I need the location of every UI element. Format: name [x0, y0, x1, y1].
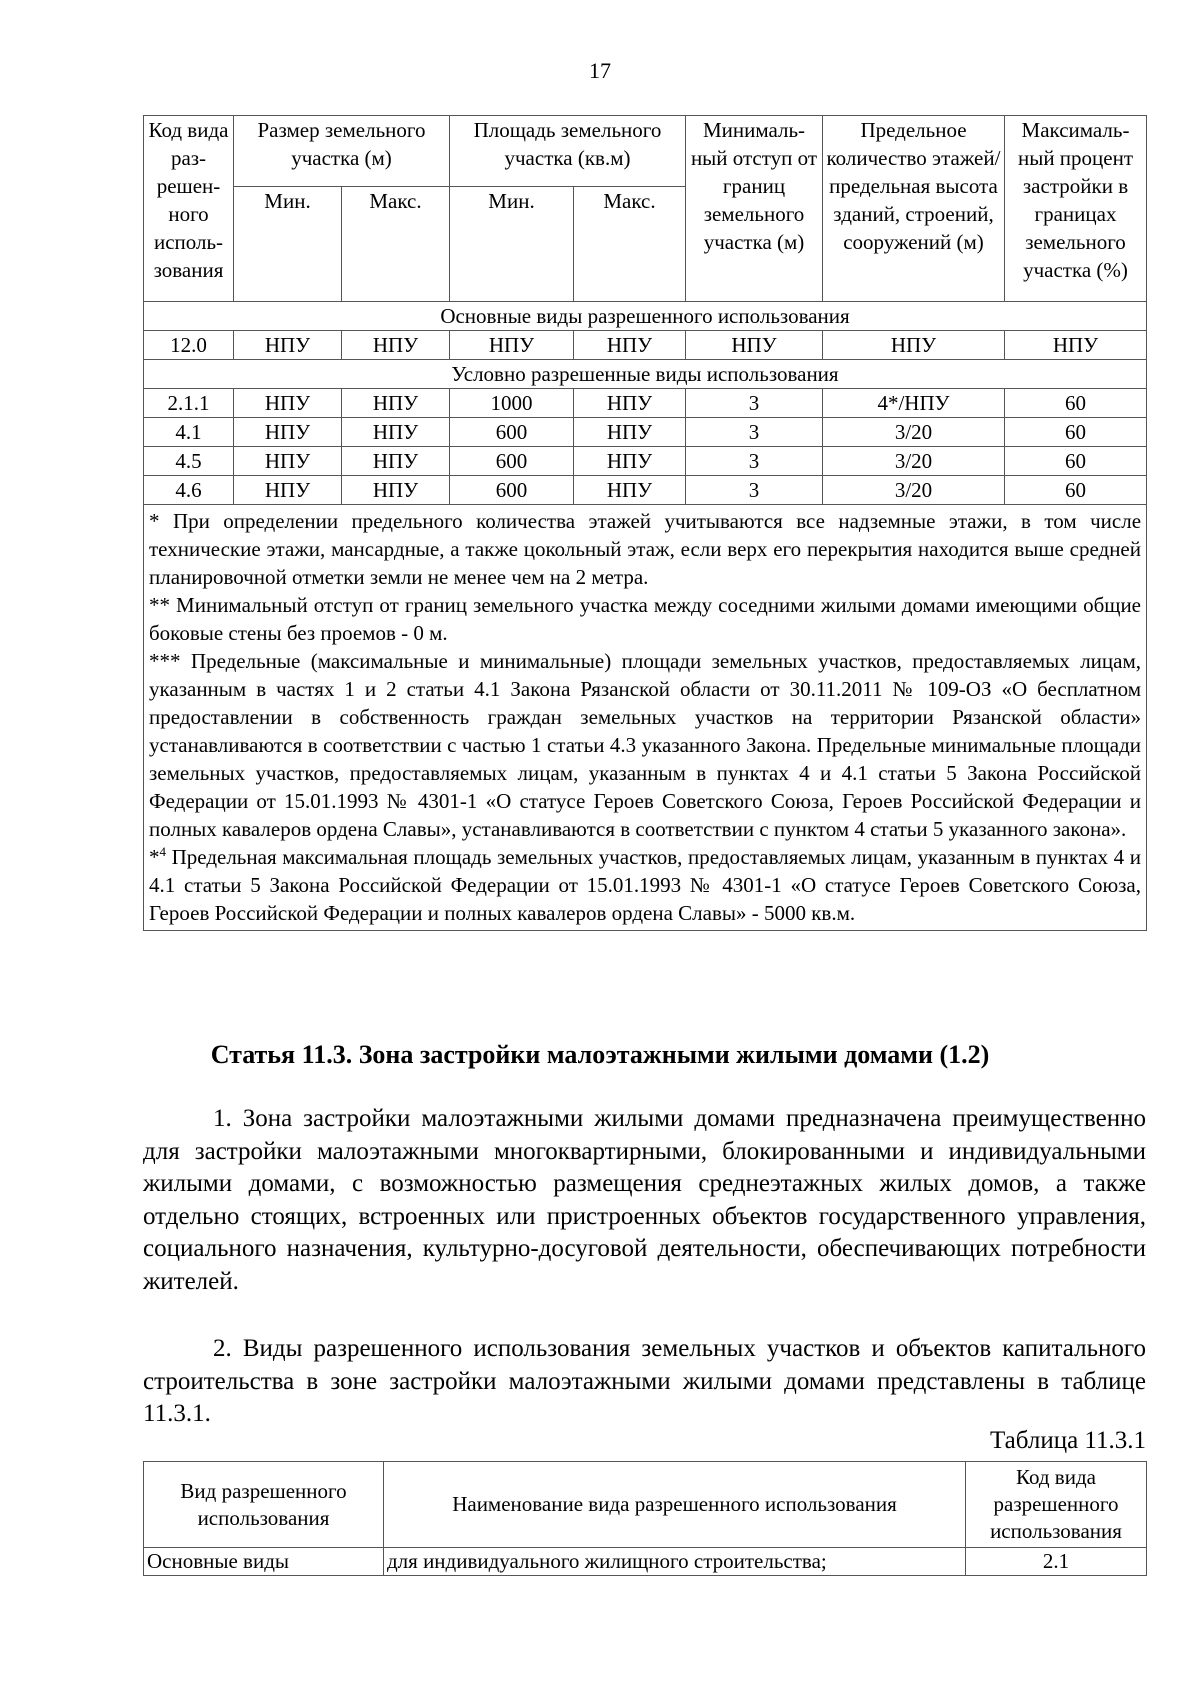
zone-parameters-table [143, 115, 1147, 931]
table-row [144, 447, 1147, 476]
header-plot-area-min: Мин. [450, 187, 574, 302]
table-cell: НПУ [342, 476, 450, 505]
table-cell: Основные виды [144, 1548, 384, 1576]
table-cell: 600 [450, 418, 574, 447]
table-cell: НПУ [574, 447, 686, 476]
table-cell: НПУ [574, 418, 686, 447]
table-cell: 4.5 [144, 447, 234, 476]
table-cell: 60 [1005, 476, 1147, 505]
table-cell: НПУ [342, 418, 450, 447]
table-cell: 3/20 [823, 476, 1005, 505]
paragraph-2-text: 2. Виды разрешенного использования земельных участков и объектов капитального строительства в зоне застройки малоэтажными жилыми домами представлены в таблице 11.3.1. [143, 1335, 1146, 1427]
header-plot-size-min: Мин. [234, 187, 342, 302]
header-plot-size-max: Макс. [342, 187, 450, 302]
table-cell: НПУ [686, 331, 823, 360]
table-cell: 3 [686, 476, 823, 505]
header-use-type: Вид разрешенного использования [144, 1462, 384, 1548]
section-conditional-uses: Условно разрешенные виды использования [144, 360, 1147, 389]
header-min-setback: Минималь-ный отступ от границ земельного участка (м) [686, 116, 823, 302]
table-cell: НПУ [574, 389, 686, 418]
header-use-code: Код вида разрешенного использования [966, 1462, 1147, 1548]
table-cell: 2.1.1 [144, 389, 234, 418]
table-cell: 12.0 [144, 331, 234, 360]
header-use-name: Наименование вида разрешенного использования [384, 1462, 966, 1548]
table-cell: НПУ [234, 418, 342, 447]
table-cell: 3 [686, 447, 823, 476]
section-main-uses: Основные виды разрешенного использования [144, 302, 1147, 331]
footnote-4 [149, 843, 1141, 927]
footnote-superscript: 4 [159, 844, 166, 859]
table-row [144, 1548, 1147, 1576]
table-caption: Таблица 11.3.1 [990, 1427, 1146, 1454]
table-row [144, 418, 1147, 447]
header-max-floors: Предельное количество этажей/ предельная высота зданий, строений, сооружений (м) [823, 116, 1005, 302]
table-cell: 3/20 [823, 447, 1005, 476]
table-cell: 4.6 [144, 476, 234, 505]
table-cell: 4.1 [144, 418, 234, 447]
paragraph-1-text: 1. Зона застройки малоэтажными жилыми домами предназначена преимущественно для застройки малоэтажными многоквартирными, блокированными и индивидуальными жилыми домами, с возможностью размещения среднеэтажных жилых домов, а также отдельно стоящих, встроенных или пристроенных объектов государственного управления, социального назначения, культурно-досуговой деятельности, обеспечивающих потребности жителей. [143, 1105, 1146, 1295]
footnote-mark: *** [149, 649, 181, 673]
header-max-coverage: Максималь-ный процент застройки в границах земельного участка (%) [1005, 116, 1147, 302]
footnote-3 [149, 647, 1141, 843]
table-cell: 2.1 [966, 1548, 1147, 1576]
table-cell: 3 [686, 418, 823, 447]
table-cell: НПУ [574, 476, 686, 505]
paragraph-1 [143, 1103, 1146, 1298]
table-cell: НПУ [1005, 331, 1147, 360]
table-row [144, 389, 1147, 418]
table-cell: НПУ [234, 331, 342, 360]
header-code: Код вида раз-решен-ного исполь-зования [144, 116, 234, 302]
table-cell: 600 [450, 476, 574, 505]
footnote-mark: * [149, 509, 160, 533]
table-cell: для индивидуального жилищного строительства; [384, 1548, 966, 1576]
footnote-mark: ** [149, 593, 170, 617]
table-cell: НПУ [823, 331, 1005, 360]
table-cell: НПУ [342, 389, 450, 418]
table-cell: НПУ [574, 331, 686, 360]
table-cell: НПУ [234, 476, 342, 505]
header-plot-area: Площадь земельного участка (кв.м) [450, 116, 686, 187]
table-cell: 3 [686, 389, 823, 418]
table-cell: НПУ [450, 331, 574, 360]
article-heading: Статья 11.3. Зона застройки малоэтажными жилыми домами (1.2) [210, 1040, 990, 1069]
footnote-1 [149, 507, 1141, 591]
table-cell: 4*/НПУ [823, 389, 1005, 418]
table-row [144, 331, 1147, 360]
table-cell: 1000 [450, 389, 574, 418]
footnote-2 [149, 591, 1141, 647]
footnote-text: При определении предельного количества этажей учитываются все надземные этажи, в том числе технические этажи, мансардные, а также цокольный этаж, если верх его перекрытия находится выше средней планировочной отметки земли не менее чем на 2 метра. [149, 509, 1142, 589]
table-cell: НПУ [342, 331, 450, 360]
table-cell: 60 [1005, 418, 1147, 447]
header-plot-area-max: Макс. [574, 187, 686, 302]
table-cell: 600 [450, 447, 574, 476]
footnote-mark: * [149, 845, 160, 869]
table-cell: НПУ [342, 447, 450, 476]
table-cell: НПУ [234, 389, 342, 418]
table-cell: 60 [1005, 447, 1147, 476]
page-number: 17 [589, 58, 611, 83]
table-footnotes [144, 505, 1147, 931]
table-cell: НПУ [234, 447, 342, 476]
footnote-text: Предельные (максимальные и минимальные) площади земельных участков, предоставляемых лицам, указанным в частях 1 и 2 статьи 4.1 Закона Рязанской области от 30.11.2011 № 109-ОЗ «О бесплатном предоставлении в собственность граждан земельных участков на территории Рязанской области» устанавливаются в соответствии с частью 1 статьи 4.3 указанного Закона. Предельные минимальные площади земельных участков, предоставляемых лицам, указанным в пунктах 4 и 4.1 статьи 5 Закона Российской Федерации от 15.01.1993 № 4301-1 «О статусе Героев Советского Союза, Героев Российской Федерации и полных кавалеров ордена Славы», устанавливаются в соответствии с пунктом 4 статьи 5 указанного закона». [149, 649, 1142, 841]
paragraph-2 [143, 1333, 1146, 1431]
table-row [144, 476, 1147, 505]
footnote-text: Минимальный отступ от границ земельного участка между соседними жилыми домами имеющими общие боковые стены без проемов - 0 м. [149, 593, 1142, 645]
permitted-uses-table [143, 1461, 1147, 1576]
header-plot-size: Размер земельного участка (м) [234, 116, 450, 187]
table-cell: 3/20 [823, 418, 1005, 447]
table-cell: 60 [1005, 389, 1147, 418]
footnote-text: Предельная максимальная площадь земельных участков, предоставляемых лицам, указанным в пунктах 4 и 4.1 статьи 5 Закона Российской Федерации от 15.01.1993 № 4301-1 «О статусе Героев Советского Союза, Героев Российской Федерации и полных кавалеров ордена Славы» - 5000 кв.м. [149, 845, 1142, 925]
